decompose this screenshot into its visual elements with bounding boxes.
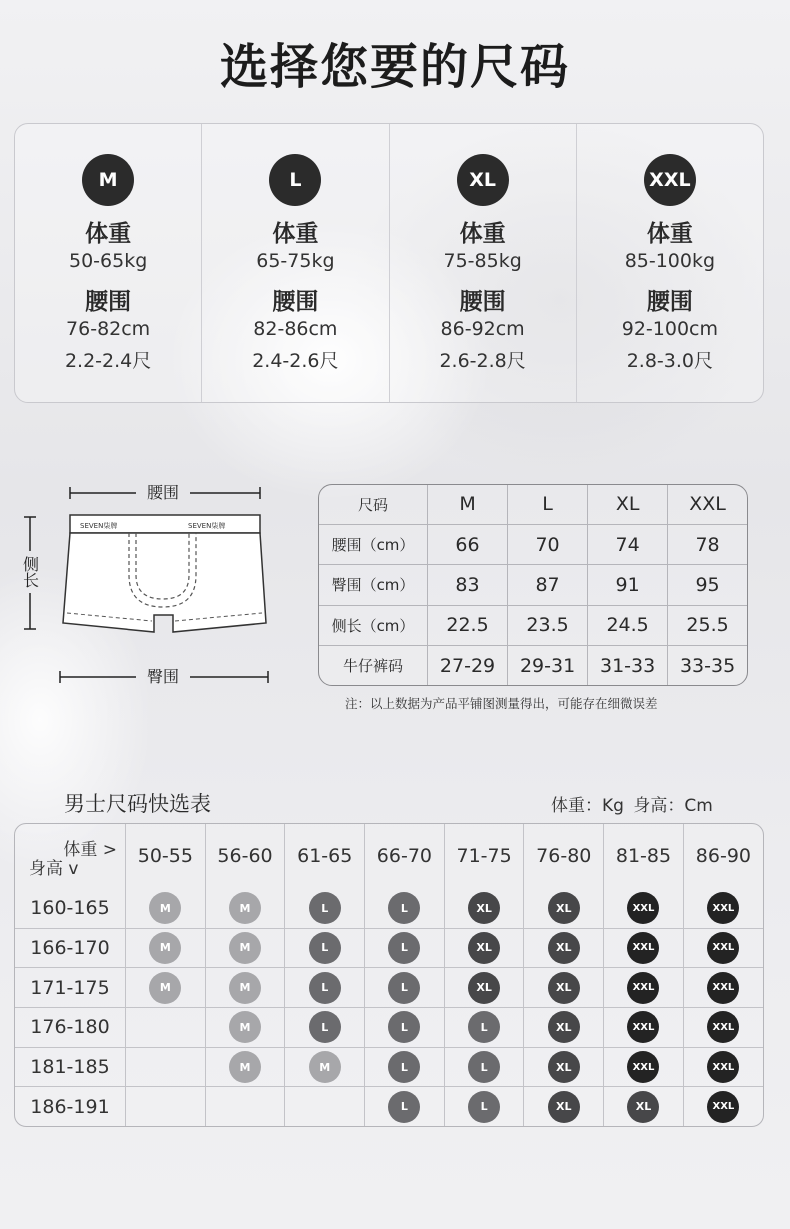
size-cell xyxy=(285,968,365,1008)
size-cell xyxy=(683,1007,763,1047)
size-cell xyxy=(444,1047,524,1087)
size-cell xyxy=(365,1087,445,1126)
table-cell: 22.5 xyxy=(428,605,508,645)
table-header-cell: 尺码 xyxy=(319,485,428,524)
size-cell xyxy=(205,968,285,1008)
size-dot: M xyxy=(229,972,261,1004)
size-dot: XXL xyxy=(707,972,739,1004)
size-dot: XXL xyxy=(627,972,659,1004)
table-row xyxy=(319,605,747,645)
size-dot: L xyxy=(388,972,420,1004)
size-cell xyxy=(365,1047,445,1087)
waist-cm: 76-82cm xyxy=(66,318,151,340)
size-cell xyxy=(126,1047,206,1087)
table-header-cell: M xyxy=(428,485,508,524)
size-dot: XXL xyxy=(707,1091,739,1123)
size-dot: M xyxy=(149,932,181,964)
size-cell xyxy=(683,889,763,928)
page-title: 选择您要的尺码 xyxy=(219,39,570,95)
size-dot: M xyxy=(229,1051,261,1083)
quick-size-chart xyxy=(14,823,764,1127)
size-cell xyxy=(365,928,445,968)
size-cell xyxy=(604,928,684,968)
waist-chi: 2.8-3.0尺 xyxy=(626,350,714,372)
table-cell: 33-35 xyxy=(679,654,736,677)
size-card-m xyxy=(15,124,202,402)
table-cell: 70 xyxy=(508,524,588,564)
size-cell xyxy=(365,1007,445,1047)
table-cell: 66 xyxy=(428,524,508,564)
size-cell xyxy=(444,928,524,968)
size-cell xyxy=(604,1047,684,1087)
table-header-cell: XL xyxy=(588,485,668,524)
table-row xyxy=(15,1007,763,1047)
weight-column-header: 71-75 xyxy=(444,824,524,889)
weight-label: 体重 xyxy=(646,221,693,247)
size-cell xyxy=(285,889,365,928)
size-dot: XXL xyxy=(627,892,659,924)
table-row xyxy=(15,968,763,1008)
size-cell xyxy=(524,1007,604,1047)
size-dot: L xyxy=(309,932,341,964)
size-dot: XL xyxy=(548,1051,580,1083)
hip-label: 臀围 xyxy=(146,667,180,686)
size-cell xyxy=(524,1047,604,1087)
quick-chart-header-row xyxy=(15,824,763,889)
size-dot: M xyxy=(149,972,181,1004)
weight-column-header: 50-55 xyxy=(126,824,206,889)
size-cell xyxy=(205,928,285,968)
size-dot: XXL xyxy=(707,932,739,964)
table-cell: 29-31 xyxy=(508,646,588,686)
size-dot: XL xyxy=(468,972,500,1004)
table-cell: 91 xyxy=(588,565,668,605)
size-cell xyxy=(205,1047,285,1087)
table-cell: 31-33 xyxy=(588,646,668,686)
size-dot: M xyxy=(229,932,261,964)
waist-cm: 86-92cm xyxy=(440,318,525,340)
size-cell xyxy=(285,928,365,968)
row-label: 侧长（cm） xyxy=(319,605,428,645)
size-cell xyxy=(683,1047,763,1087)
size-dot: XL xyxy=(548,1011,580,1043)
height-row-label: 171-175 xyxy=(15,968,126,1008)
size-dot: L xyxy=(468,1091,500,1123)
size-cell xyxy=(444,1087,524,1126)
size-cell xyxy=(444,889,524,928)
size-dot: XL xyxy=(468,932,500,964)
waist-cm: 92-100cm xyxy=(621,318,718,340)
table-cell: 24.5 xyxy=(588,605,668,645)
size-cell xyxy=(205,1007,285,1047)
size-cell xyxy=(444,968,524,1008)
size-cell xyxy=(524,928,604,968)
waist-label: 腰围 xyxy=(272,289,319,315)
waist-dimension xyxy=(70,483,260,502)
underwear-diagram xyxy=(18,475,278,695)
weight-column-header: 56-60 xyxy=(205,824,285,889)
weight-column-header: 61-65 xyxy=(285,824,365,889)
table-row xyxy=(319,524,747,564)
size-cell xyxy=(365,889,445,928)
row-label: 牛仔裤码 xyxy=(319,646,428,686)
size-cell xyxy=(126,928,206,968)
quick-chart-title: 男士尺码快选表 xyxy=(64,792,211,816)
weight-value: 75-85kg xyxy=(443,250,522,272)
size-dot: XXL xyxy=(627,932,659,964)
size-cell xyxy=(205,1087,285,1126)
table-cell: 83 xyxy=(428,565,508,605)
table-cell: 27-29 xyxy=(428,646,508,686)
size-dot: XL xyxy=(548,972,580,1004)
size-cell xyxy=(285,1007,365,1047)
size-cell xyxy=(126,968,206,1008)
waist-label: 腰围 xyxy=(646,289,693,315)
size-badge: XXL xyxy=(644,154,696,206)
size-dot: M xyxy=(149,892,181,924)
size-dot: XL xyxy=(627,1091,659,1123)
weight-value: 85-100kg xyxy=(624,250,716,272)
size-dot: M xyxy=(229,1011,261,1043)
size-cell xyxy=(205,889,285,928)
table-cell: 95 xyxy=(668,565,747,605)
size-dot: L xyxy=(388,1091,420,1123)
size-cell xyxy=(285,1087,365,1126)
height-row-label: 186-191 xyxy=(15,1087,126,1126)
weight-column-header: 86-90 xyxy=(695,845,752,868)
table-row xyxy=(319,565,747,605)
size-dot: L xyxy=(309,892,341,924)
height-row-label: 160-165 xyxy=(15,889,126,928)
waist-chi: 2.6-2.8尺 xyxy=(439,350,526,372)
size-dot: M xyxy=(229,892,261,924)
table-row xyxy=(15,928,763,968)
weight-label: 体重 xyxy=(85,221,132,247)
size-cell xyxy=(524,968,604,1008)
weight-label: 体重 xyxy=(272,221,319,247)
weight-column-header: 81-85 xyxy=(604,824,684,889)
size-dot: L xyxy=(388,1011,420,1043)
size-cell xyxy=(683,928,763,968)
waist-label: 腰围 xyxy=(85,289,132,315)
side-label: 侧长 xyxy=(20,556,40,588)
measurement-note: 注：以上数据为产品平铺图测量得出，可能存在细微误差 xyxy=(345,696,658,711)
size-cell xyxy=(444,1007,524,1047)
size-card-xl xyxy=(390,124,577,402)
height-axis-label: 身高 v xyxy=(29,859,79,880)
weight-value: 50-65kg xyxy=(68,250,148,272)
size-badge: L xyxy=(269,154,321,206)
weight-column-header: 66-70 xyxy=(365,824,445,889)
size-card-l xyxy=(202,124,389,402)
size-cell xyxy=(524,1087,604,1126)
table-row xyxy=(15,1087,763,1126)
table-cell: 23.5 xyxy=(508,605,588,645)
size-dot: XL xyxy=(548,932,580,964)
size-cell xyxy=(683,1087,763,1126)
size-dot: XL xyxy=(548,1091,580,1123)
measurement-table xyxy=(318,484,748,686)
size-dot: L xyxy=(468,1051,500,1083)
table-cell: 74 xyxy=(588,524,668,564)
size-cell xyxy=(126,1087,206,1126)
size-badge: M xyxy=(82,154,134,206)
side-dimension xyxy=(21,517,40,629)
size-dot: XL xyxy=(468,892,500,924)
table-header-row xyxy=(319,485,747,524)
size-dot: L xyxy=(309,972,341,1004)
size-cell xyxy=(126,889,206,928)
quick-chart-units: 体重：Kg 身高：Cm xyxy=(551,796,713,816)
table-cell: 87 xyxy=(508,565,588,605)
row-label: 腰围（cm） xyxy=(319,524,428,564)
table-row xyxy=(15,1047,763,1087)
size-cell xyxy=(683,968,763,1008)
height-row-label: 176-180 xyxy=(15,1007,126,1047)
size-cell xyxy=(604,968,684,1008)
size-dot: XXL xyxy=(627,1051,659,1083)
size-dot: XXL xyxy=(707,892,739,924)
table-header-cell: XXL xyxy=(668,485,747,524)
waist-chi: 2.2-2.4尺 xyxy=(64,350,152,372)
size-dot: M xyxy=(309,1051,341,1083)
table-cell: 78 xyxy=(668,524,747,564)
hip-dimension xyxy=(60,667,268,686)
height-row-label: 181-185 xyxy=(15,1047,126,1087)
waist-cm: 82-86cm xyxy=(253,318,338,340)
size-card-xxl xyxy=(577,124,763,402)
row-label: 臀围（cm） xyxy=(319,565,428,605)
weight-value: 65-75kg xyxy=(256,250,335,272)
size-dot: XXL xyxy=(627,1011,659,1043)
size-dot: L xyxy=(468,1011,500,1043)
size-dot: L xyxy=(388,932,420,964)
waist-chi: 2.4-2.6尺 xyxy=(252,350,339,372)
size-cell xyxy=(604,889,684,928)
size-dot: XXL xyxy=(707,1051,739,1083)
weight-column-header: 76-80 xyxy=(524,824,604,889)
height-row-label: 166-170 xyxy=(15,928,126,968)
size-cell xyxy=(365,968,445,1008)
weight-label: 体重 xyxy=(459,221,506,247)
size-dot: L xyxy=(388,1051,420,1083)
table-header-cell: L xyxy=(508,485,588,524)
table-cell: 25.5 xyxy=(668,605,747,645)
corner-cell xyxy=(15,824,126,889)
size-dot: L xyxy=(309,1011,341,1043)
size-cell xyxy=(604,1007,684,1047)
table-row xyxy=(15,889,763,928)
brand-mark: SEVEN柒牌 xyxy=(188,522,226,530)
size-dot: L xyxy=(388,892,420,924)
size-cell xyxy=(126,1007,206,1047)
waist-label: 腰围 xyxy=(146,483,180,502)
waist-label: 腰围 xyxy=(459,289,506,315)
size-cell xyxy=(524,889,604,928)
size-cell xyxy=(285,1047,365,1087)
size-badge: XL xyxy=(457,154,509,206)
size-dot: XL xyxy=(548,892,580,924)
table-row xyxy=(319,646,747,686)
size-cards xyxy=(14,123,764,403)
size-dot: XXL xyxy=(707,1011,739,1043)
underwear-shape xyxy=(63,515,266,632)
brand-mark: SEVEN柒牌 xyxy=(80,522,118,530)
weight-axis-label: 体重 > xyxy=(63,840,117,861)
size-cell xyxy=(604,1087,684,1126)
